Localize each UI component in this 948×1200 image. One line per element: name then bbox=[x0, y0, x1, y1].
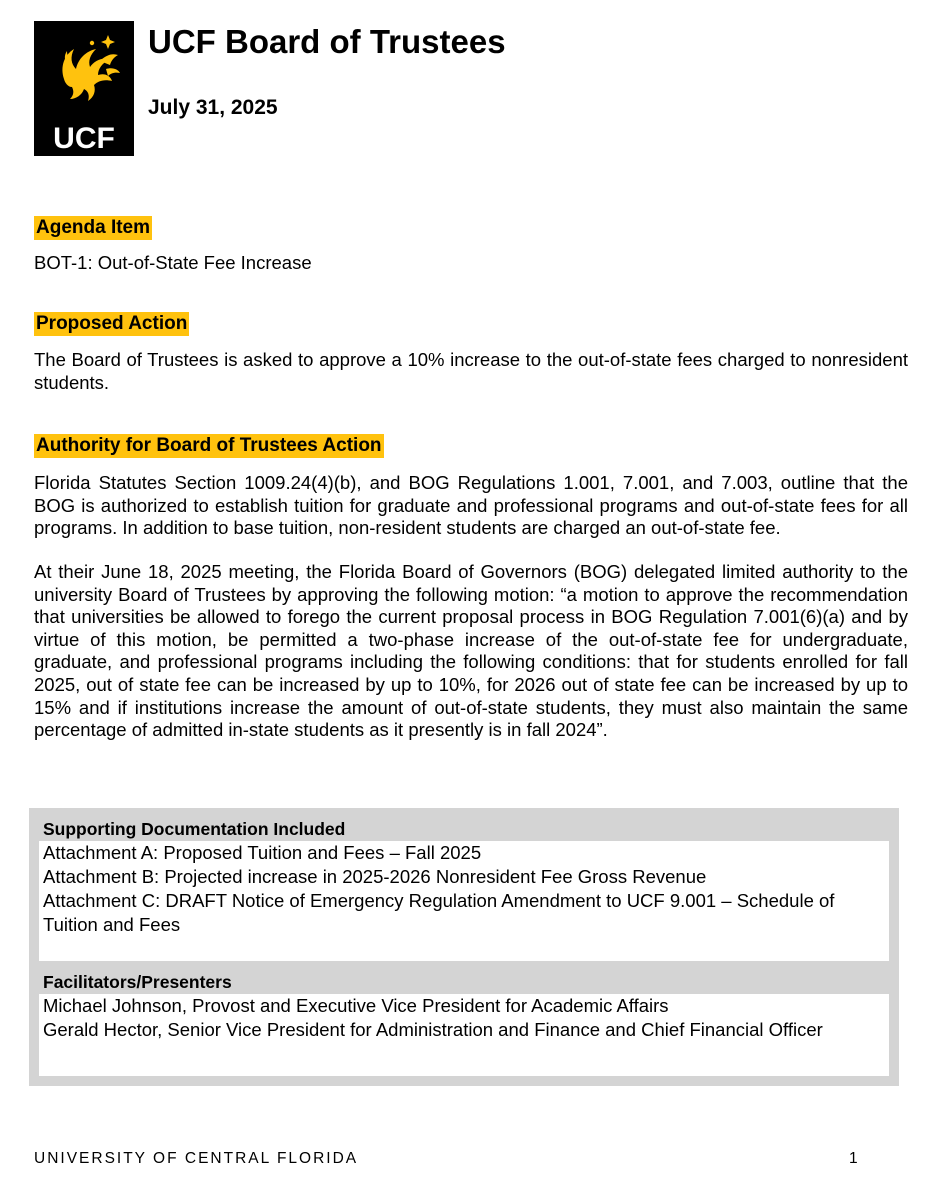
authority-paragraph-1: Florida Statutes Section 1009.24(4)(b), and BOG Regulations 1.001, 7.001, and 7.003, outline that the BOG is authorized to establish tuition for graduate and professional programs and out-of-state fees for all programs. In addition to base tuition, non-resident students are charged an out-of-state fee. bbox=[34, 472, 908, 539]
meeting-date: July 31, 2025 bbox=[148, 96, 278, 119]
supporting-list bbox=[39, 841, 889, 961]
agenda-heading: Agenda Item bbox=[36, 217, 151, 238]
presenter-1: Michael Johnson, Provost and Executive Vice President for Academic Affairs bbox=[43, 995, 669, 1016]
presenter-2: Gerald Hector, Senior Vice President for Administration and Finance and Chief Financial Officer bbox=[43, 1019, 823, 1040]
authority-heading: Authority for Board of Trustees Action bbox=[36, 435, 382, 456]
authority-paragraph-2: At their June 18, 2025 meeting, the Florida Board of Governors (BOG) delegated limited authority to the university Board of Trustees by approving the following motion: “a motion to approve the recommendation that universities be allowed to forego the current proposal process in BOG Regulation 7.001(6)(a) and by virtue of this motion, be permitted a two-phase increase of the out-of-state fee for undergraduate, graduate, and professional programs including the following conditions: that for students enrolled for fall 2025, out of state fee can be increased by up to 10%, for 2026 out of state fee can be increased by up to 15% and if institutions increase the amount of out-of-state students, they must also maintain the same percentage of admitted in-state students as it presently is in fall 2024”. bbox=[34, 561, 908, 741]
page-number: 1 bbox=[849, 1150, 858, 1167]
facilitators-list bbox=[39, 994, 889, 1076]
attachment-b: Attachment B: Projected increase in 2025-2026 Nonresident Fee Gross Revenue bbox=[43, 866, 707, 887]
proposed-heading: Proposed Action bbox=[36, 313, 188, 334]
supporting-heading: Supporting Documentation Included bbox=[43, 819, 346, 839]
footer-org: UNIVERSITY OF CENTRAL FLORIDA bbox=[34, 1150, 359, 1167]
supporting-box bbox=[29, 808, 899, 1086]
ucf-logo bbox=[34, 21, 134, 156]
facilitators-heading: Facilitators/Presenters bbox=[43, 972, 232, 992]
page-title: UCF Board of Trustees bbox=[148, 23, 506, 60]
attachment-a: Attachment A: Proposed Tuition and Fees – Fall 2025 bbox=[43, 842, 482, 863]
pegasus-icon bbox=[34, 21, 134, 121]
attachment-c: Attachment C: DRAFT Notice of Emergency Regulation Amendment to UCF 9.001 – Schedule of Tuition and Fees bbox=[43, 890, 835, 935]
logo-wordmark: UCF bbox=[53, 122, 115, 155]
proposed-text: The Board of Trustees is asked to approve a 10% increase to the out-of-state fees charged to nonresident students. bbox=[34, 349, 908, 393]
agenda-text: BOT-1: Out-of-State Fee Increase bbox=[34, 252, 312, 273]
